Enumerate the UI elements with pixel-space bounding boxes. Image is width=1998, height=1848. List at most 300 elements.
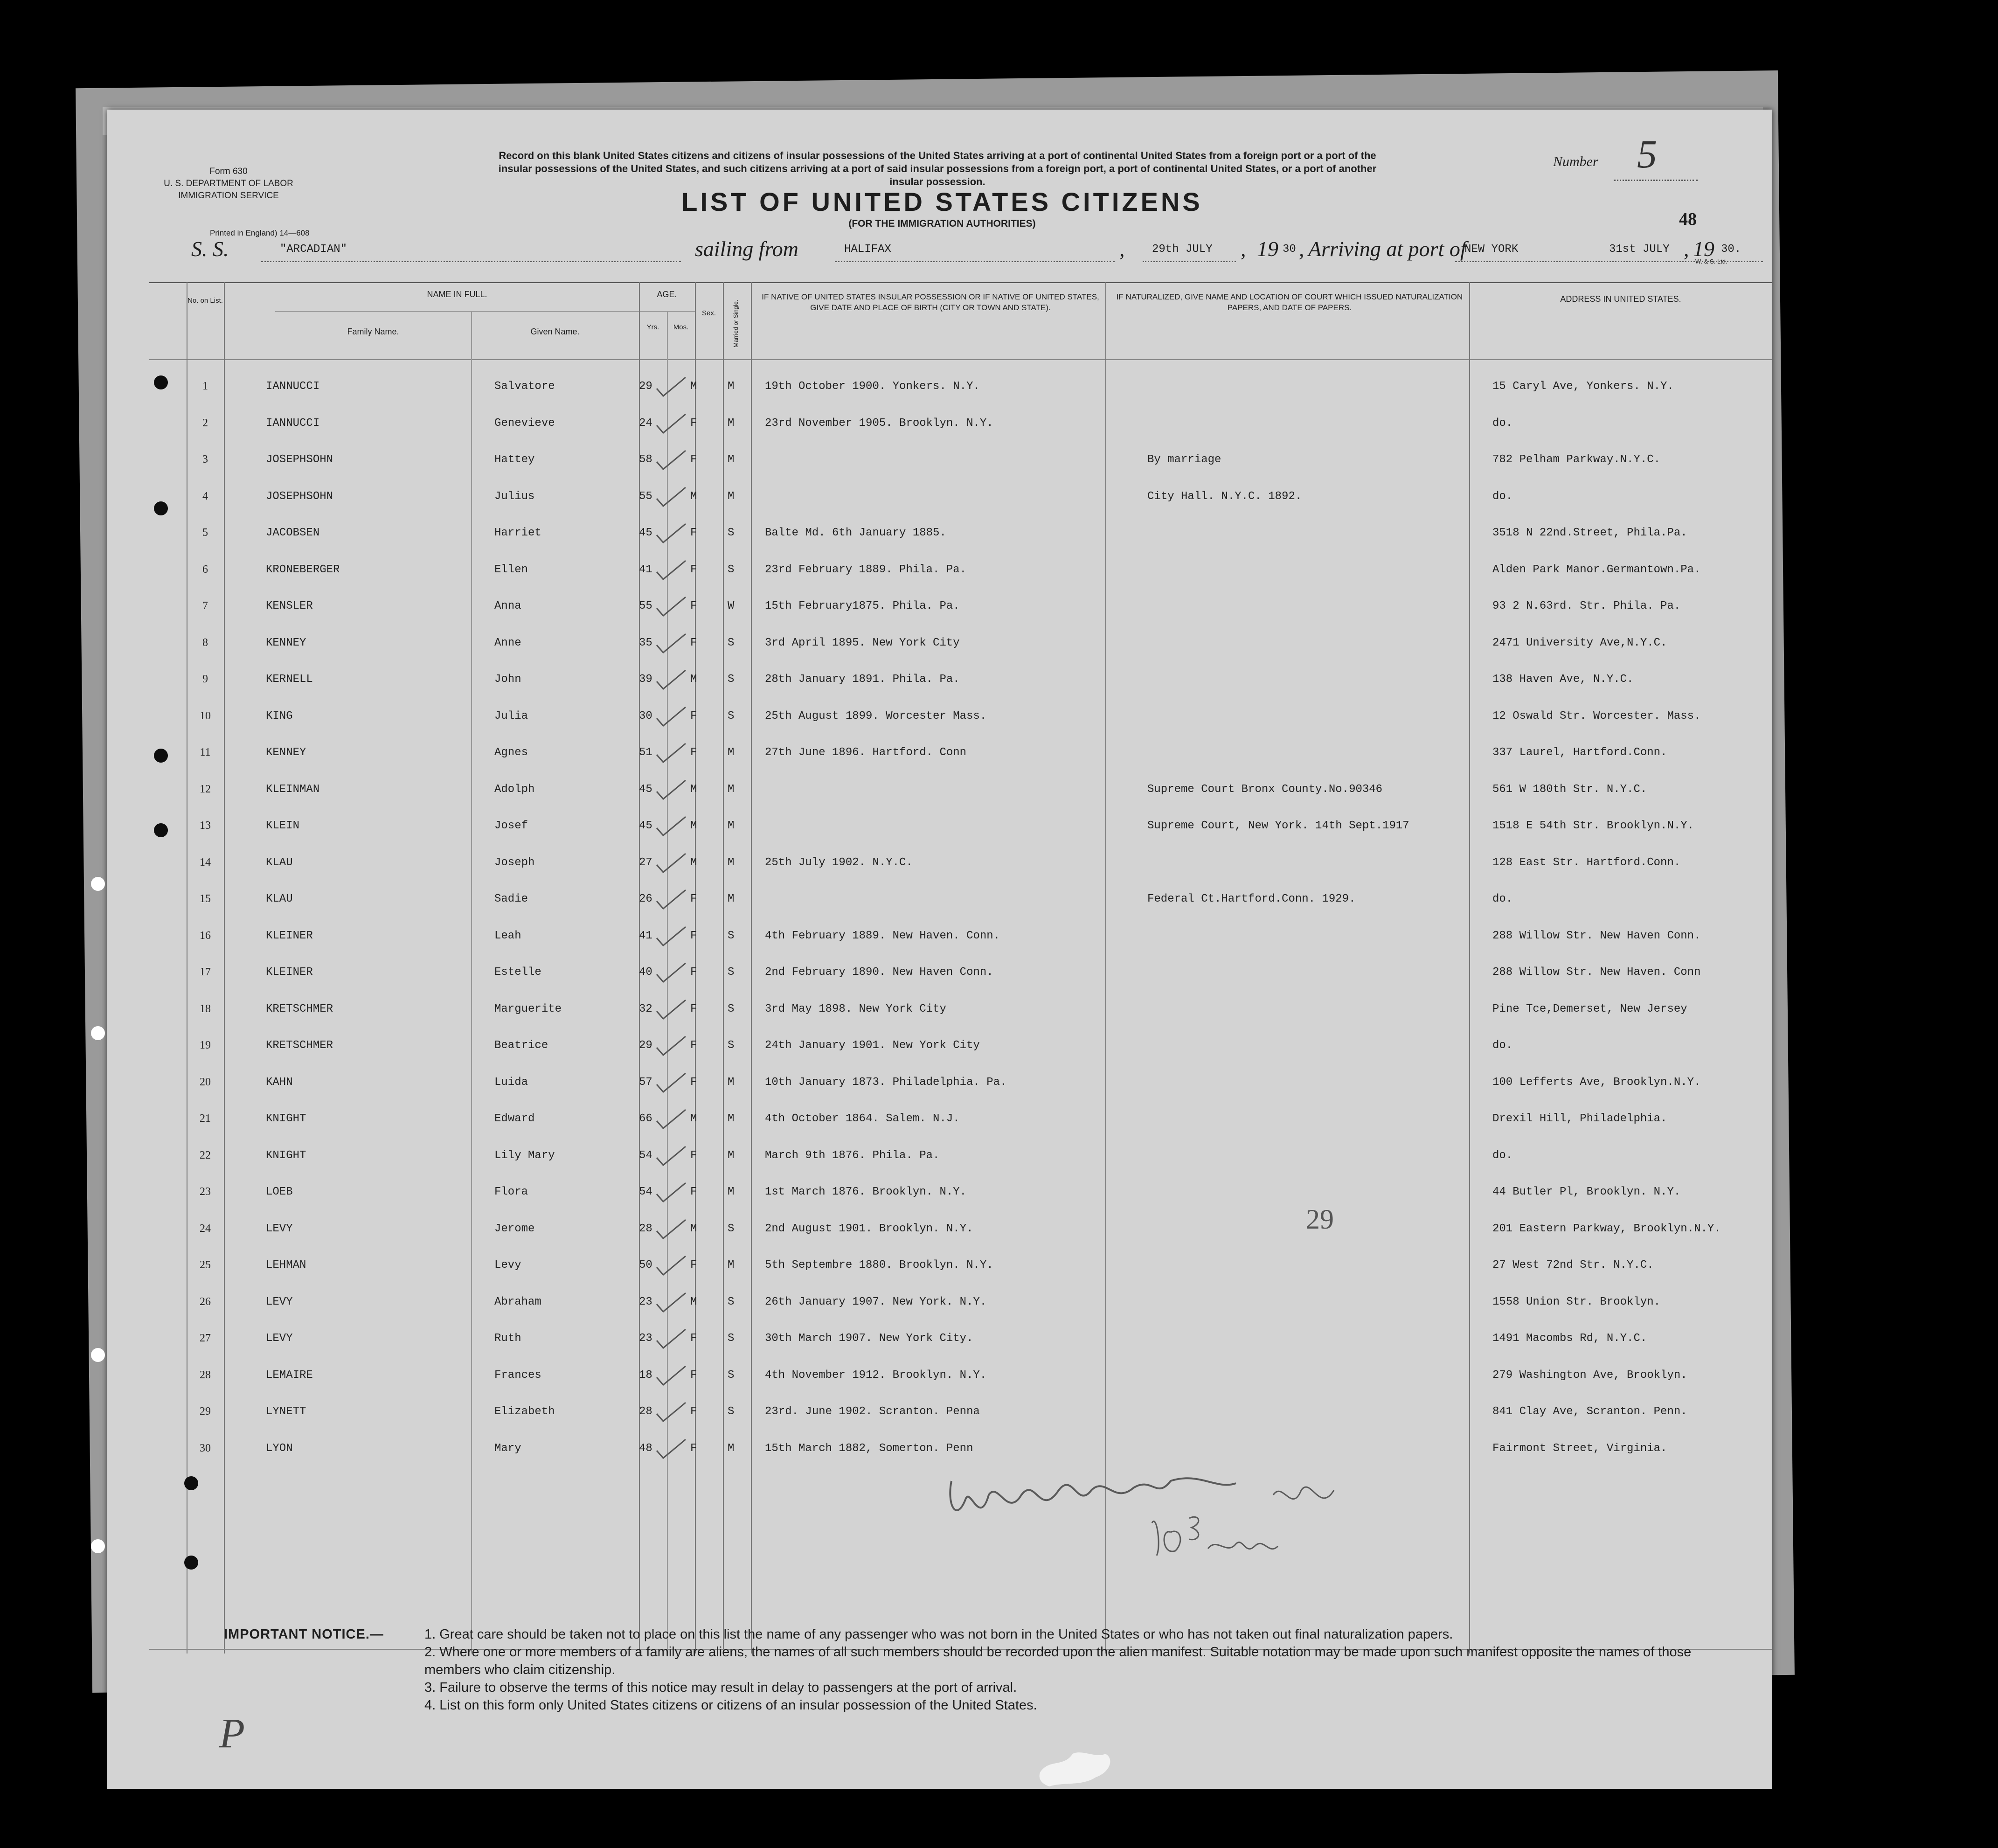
birth-info: Balte Md. 6th January 1885. [765, 527, 946, 539]
row-number: 27 [200, 1332, 211, 1344]
age-years: 30 [639, 709, 652, 723]
marital-status: M [728, 453, 735, 466]
us-address: Alden Park Manor.Germantown.Pa. [1492, 563, 1701, 576]
table-row [149, 1323, 1772, 1359]
given-name: Anne [494, 636, 521, 649]
check-mark-icon [653, 961, 690, 985]
table-row [149, 701, 1772, 737]
age-years: 24 [639, 417, 652, 430]
age-years: 28 [639, 1222, 652, 1235]
family-name: LEMAIRE [266, 1369, 313, 1382]
birth-info: 26th January 1907. New York. N.Y. [765, 1295, 987, 1308]
sex: F [690, 893, 697, 905]
sex: M [690, 856, 697, 869]
family-name: KLAU [266, 856, 293, 869]
punch-hole [154, 501, 168, 515]
check-mark-icon [653, 1364, 690, 1388]
service: IMMIGRATION SERVICE [178, 191, 279, 201]
arrive-date: 31st JULY [1609, 243, 1670, 256]
age-years: 28 [639, 1405, 652, 1418]
row-number: 4 [202, 490, 208, 502]
depart-underline [1143, 261, 1236, 262]
marital-status: S [728, 563, 735, 576]
check-mark-icon [653, 1181, 690, 1204]
table-row [149, 1396, 1772, 1432]
age-years: 51 [639, 746, 652, 759]
table-row [149, 1286, 1772, 1323]
check-mark-icon [653, 412, 690, 436]
age-years: 40 [639, 966, 652, 979]
col-header-no: No. on List. [187, 297, 223, 305]
sailing-label: sailing from [695, 237, 798, 261]
family-name: KLEINER [266, 966, 313, 979]
marital-status: M [728, 820, 735, 832]
sex: F [690, 636, 697, 649]
table-row [149, 664, 1772, 700]
check-mark-icon [653, 449, 690, 472]
us-address: 15 Caryl Ave, Yonkers. N.Y. [1492, 380, 1674, 393]
col-header-sex: Sex. [701, 309, 716, 317]
row-number: 22 [200, 1149, 211, 1161]
row-number: 20 [200, 1076, 211, 1088]
notice-item: 4. List on this form only United States citizens or citizens of an insular possession of the United States. [424, 1698, 1037, 1713]
us-address: 12 Oswald Str. Worcester. Mass. [1492, 709, 1701, 723]
row-number: 17 [200, 966, 211, 978]
family-name: IANNUCCI [266, 380, 320, 393]
given-name: Genevieve [494, 417, 555, 430]
age-years: 29 [639, 1039, 652, 1052]
punch-hole [184, 1556, 198, 1570]
birth-info: 3rd May 1898. New York City [765, 1002, 946, 1015]
naturalization-info: City Hall. N.Y.C. 1892. [1147, 490, 1302, 503]
punch-hole [154, 823, 168, 837]
row-number: 19 [200, 1039, 211, 1051]
notice-label: IMPORTANT NOTICE.— [224, 1627, 384, 1642]
sex: F [690, 417, 697, 430]
sex: M [690, 1112, 697, 1125]
age-years: 57 [639, 1076, 652, 1089]
birth-info: 1st March 1876. Brooklyn. N.Y. [765, 1186, 967, 1198]
us-address: 1518 E 54th Str. Brooklyn.N.Y. [1492, 820, 1694, 832]
table-row [149, 1140, 1772, 1176]
manifest-page [107, 110, 1772, 1789]
sex: F [690, 966, 697, 979]
ss-label: S. S. [191, 237, 229, 261]
us-address: 44 Butler Pl, Brooklyn. N.Y. [1492, 1186, 1681, 1198]
check-mark-icon [653, 522, 690, 545]
port-from-underline [835, 261, 1115, 262]
given-name: Leah [494, 929, 521, 942]
given-name: Anna [494, 600, 521, 612]
us-address: do. [1492, 417, 1513, 430]
page-title: LIST OF UNITED STATES CITIZENS [681, 187, 1203, 216]
sex: F [690, 746, 697, 759]
marital-status: M [728, 417, 735, 430]
check-mark-icon [653, 888, 690, 911]
family-name: KRETSCHMER [266, 1002, 333, 1015]
family-name: KNIGHT [266, 1149, 306, 1162]
family-name: LEVY [266, 1295, 293, 1308]
row-number: 24 [200, 1222, 211, 1235]
family-name: LYON [266, 1442, 293, 1455]
sex: F [690, 1039, 697, 1052]
row-number: 2 [202, 417, 208, 429]
port-from: HALIFAX [844, 243, 891, 256]
marital-status: M [728, 856, 735, 869]
sex: F [690, 709, 697, 723]
row-number: 3 [202, 453, 208, 465]
us-address: do. [1492, 893, 1513, 905]
birth-info: March 9th 1876. Phila. Pa. [765, 1149, 940, 1162]
sex: F [690, 1259, 697, 1271]
number-label: Number [1553, 154, 1598, 169]
birth-info: 23rd November 1905. Brooklyn. N.Y. [765, 417, 993, 430]
given-name: Josef [494, 820, 528, 832]
given-name: Mary [494, 1442, 521, 1455]
us-address: 138 Haven Ave, N.Y.C. [1492, 673, 1634, 686]
given-name: Luida [494, 1076, 528, 1089]
paper-tear [1035, 1744, 1119, 1791]
age-years: 50 [639, 1259, 652, 1271]
birth-info: 23rd. June 1902. Scranton. Penna [765, 1405, 980, 1418]
us-address: 93 2 N.63rd. Str. Phila. Pa. [1492, 600, 1681, 612]
age-years: 18 [639, 1369, 652, 1382]
age-years: 45 [639, 783, 652, 796]
table-row [149, 847, 1772, 883]
printer-mark: W. & S. Ltd. [1695, 258, 1727, 265]
marital-status: S [728, 1039, 735, 1052]
us-address: 3518 N 22nd.Street, Phila.Pa. [1492, 527, 1687, 539]
sex: M [690, 783, 697, 796]
given-name: Sadie [494, 893, 528, 905]
given-name: Ruth [494, 1332, 521, 1345]
port-to-underline [1455, 261, 1763, 262]
col-header-name: NAME IN FULL. [427, 290, 487, 299]
family-name: KENNEY [266, 636, 306, 649]
birth-info: 4th February 1889. New Haven. Conn. [765, 929, 1000, 942]
check-mark-icon [653, 1438, 690, 1461]
family-name: KENNEY [266, 746, 306, 759]
check-mark-icon [653, 925, 690, 948]
given-name: Hattey [494, 453, 535, 466]
binder-hole [91, 1539, 105, 1553]
check-mark-icon [653, 1035, 690, 1058]
family-name: JOSEPHSOHN [266, 490, 333, 503]
given-name: Lily Mary [494, 1149, 555, 1162]
row-number: 21 [200, 1112, 211, 1125]
voyage-line: S. S. "ARCADIAN" sailing from HALIFAX , 29th JULY , 19 30 , Arriving at port of NEW YORK 31st JULY , 19 30. [191, 236, 1772, 269]
age-years: 29 [639, 380, 652, 393]
row-number: 29 [200, 1405, 211, 1417]
sex: F [690, 1442, 697, 1455]
row-number: 18 [200, 1002, 211, 1015]
us-address: 1558 Union Str. Brooklyn. [1492, 1295, 1661, 1308]
birth-info: 28th January 1891. Phila. Pa. [765, 673, 960, 686]
birth-info: 4th October 1864. Salem. N.J. [765, 1112, 960, 1125]
ship-name: "ARCADIAN" [280, 243, 347, 256]
marital-status: M [728, 1442, 735, 1455]
row-number: 30 [200, 1442, 211, 1454]
marital-status: M [728, 490, 735, 503]
form-info [126, 166, 331, 202]
page-code: 48 [1679, 209, 1697, 229]
given-name: Julius [494, 490, 535, 503]
age-years: 35 [639, 636, 652, 649]
check-mark-icon [653, 668, 690, 692]
age-years: 23 [639, 1295, 652, 1308]
row-number: 26 [200, 1295, 211, 1308]
marital-status: M [728, 783, 735, 796]
check-mark-icon [653, 1401, 690, 1424]
binder-hole [91, 1348, 105, 1362]
row-number: 16 [200, 929, 211, 942]
age-years: 27 [639, 856, 652, 869]
marital-status: S [728, 1295, 735, 1308]
us-address: Drexil Hill, Philadelphia. [1492, 1112, 1667, 1125]
birth-info: 24th January 1901. New York City [765, 1039, 980, 1052]
given-name: Edward [494, 1112, 535, 1125]
us-address: 279 Washington Ave, Brooklyn. [1492, 1369, 1687, 1382]
table-row [149, 920, 1772, 957]
sex: F [690, 600, 697, 612]
marital-status: S [728, 1405, 735, 1418]
punch-hole [154, 375, 168, 389]
family-name: LOEB [266, 1186, 293, 1198]
given-name: Joseph [494, 856, 535, 869]
row-number: 10 [200, 709, 211, 722]
age-years: 41 [639, 929, 652, 942]
table-row [149, 1213, 1772, 1250]
row-number: 1 [202, 380, 208, 392]
birth-info: 25th August 1899. Worcester Mass. [765, 709, 987, 723]
check-mark-icon [653, 559, 690, 582]
table-row [149, 591, 1772, 627]
header-bottom-border [149, 359, 1772, 360]
check-mark-icon [653, 486, 690, 509]
table-row [149, 1103, 1772, 1139]
age-years: 39 [639, 673, 652, 686]
naturalization-info: Supreme Court, New York. 14th Sept.1917 [1147, 820, 1409, 832]
table-row [149, 517, 1772, 554]
number-underline [1614, 180, 1698, 181]
given-name: Flora [494, 1186, 528, 1198]
family-name: KLEIN [266, 820, 300, 832]
check-mark-icon [653, 1254, 690, 1278]
marital-status: M [728, 893, 735, 905]
marital-status: M [728, 1149, 735, 1162]
us-address: Fairmont Street, Virginia. [1492, 1442, 1667, 1455]
sex: F [690, 1186, 697, 1198]
given-name: Jerome [494, 1222, 535, 1235]
age-years: 54 [639, 1186, 652, 1198]
passenger-table [149, 282, 1772, 1653]
marital-status: S [728, 1369, 735, 1382]
us-address: 2471 University Ave,N.Y.C. [1492, 636, 1667, 649]
table-row [149, 481, 1772, 517]
family-name: LEHMAN [266, 1259, 306, 1271]
marital-status: S [728, 709, 735, 723]
family-name: KRETSCHMER [266, 1039, 333, 1052]
marital-status: W [728, 600, 735, 612]
age-years: 55 [639, 490, 652, 503]
birth-info: 15th February1875. Phila. Pa. [765, 600, 960, 612]
check-mark-icon [653, 815, 690, 838]
birth-info: 2nd February 1890. New Haven Conn. [765, 966, 993, 979]
notice-item: 2. Where one or more members of a family are aliens, the names of all such members should be recorded upon the alien manifest. Suitable notation may be made upon such manifest opposite the names of those members who claim citizenship. [424, 1645, 1692, 1677]
us-address: 561 W 180th Str. N.Y.C. [1492, 783, 1647, 796]
marital-status: S [728, 527, 735, 539]
punch-hole [184, 1476, 198, 1490]
us-address: 100 Lefferts Ave, Brooklyn.N.Y. [1492, 1076, 1701, 1089]
form-number: Form 630 [209, 167, 248, 176]
us-address: do. [1492, 1039, 1513, 1052]
table-top-border [149, 282, 1772, 283]
birth-info: 2nd August 1901. Brooklyn. N.Y. [765, 1222, 973, 1235]
sex: F [690, 1149, 697, 1162]
sex: M [690, 1295, 697, 1308]
given-name: Salvatore [494, 380, 555, 393]
given-name: Frances [494, 1369, 541, 1382]
stamp-number: 29 [1306, 1204, 1334, 1235]
punch-hole [154, 749, 168, 763]
given-name: Marguerite [494, 1002, 562, 1015]
page-subtitle: (FOR THE IMMIGRATION AUTHORITIES) [848, 218, 1036, 229]
age-years: 55 [639, 600, 652, 612]
naturalization-info: Supreme Court Bronx County.No.90346 [1147, 783, 1383, 796]
marital-status: S [728, 1332, 735, 1345]
table-row [149, 737, 1772, 773]
family-name: KLAU [266, 893, 293, 905]
family-name: LEVY [266, 1222, 293, 1235]
depart-year-prefix: 19 [1257, 237, 1278, 261]
birth-info: 23rd February 1889. Phila. Pa. [765, 563, 967, 576]
depart-year-suffix: 30 [1283, 243, 1296, 256]
col-header-mos: Mos. [673, 323, 689, 331]
notice-item: 1. Great care should be taken not to place on this list the name of any passenger who was not born in the United States or who has not taken out final naturalization papers. [424, 1627, 1453, 1642]
check-mark-icon [653, 742, 690, 765]
age-years: 23 [639, 1332, 652, 1345]
given-name: Abraham [494, 1295, 541, 1308]
marital-status: S [728, 1002, 735, 1015]
us-address: Pine Tce,Demerset, New Jersey [1492, 1002, 1687, 1015]
col-header-age: AGE. [657, 290, 677, 299]
intro-text: Record on this blank United States citizens and citizens of insular possessions of the United States arriving at a port of continental United States from a foreign port or a port of the insular possessions of the United States, and such citizens arriving at a port of said insular possessions from a foreign port, a port of continental United States, or a port of another insular possession. [498, 150, 1377, 188]
sex: F [690, 527, 697, 539]
check-mark-icon [653, 778, 690, 802]
birth-info: 10th January 1873. Philadelphia. Pa. [765, 1076, 1007, 1089]
marital-status: M [728, 380, 735, 393]
arrive-year-prefix: 19 [1693, 237, 1714, 261]
sex: F [690, 1002, 697, 1015]
ship-underline [261, 261, 681, 262]
row-number: 25 [200, 1259, 211, 1271]
given-name: Estelle [494, 966, 541, 979]
marital-status: M [728, 1259, 735, 1271]
name-subheader-rule [275, 311, 639, 312]
sex: F [690, 563, 697, 576]
family-name: JOSEPHSOHN [266, 453, 333, 466]
row-number: 13 [200, 820, 211, 832]
marital-status: S [728, 966, 735, 979]
arriving-label: Arriving at port of [1308, 237, 1466, 261]
check-mark-icon [653, 1071, 690, 1095]
us-address: do. [1492, 490, 1513, 503]
us-address: 782 Pelham Parkway.N.Y.C. [1492, 453, 1661, 466]
check-mark-icon [653, 375, 690, 399]
given-name: Elizabeth [494, 1405, 555, 1418]
table-row [149, 774, 1772, 810]
table-row [149, 444, 1772, 480]
table-row [149, 554, 1772, 591]
sex: M [690, 1222, 697, 1235]
marital-status: S [728, 929, 735, 942]
row-number: 7 [202, 600, 208, 612]
us-address: do. [1492, 1149, 1513, 1162]
check-mark-icon [653, 632, 690, 655]
naturalization-info: Federal Ct.Hartford.Conn. 1929. [1147, 893, 1356, 905]
given-name: Ellen [494, 563, 528, 576]
family-name: KENSLER [266, 600, 313, 612]
age-years: 58 [639, 453, 652, 466]
arrive-year-suffix: 30. [1721, 243, 1741, 256]
naturalization-info: By marriage [1147, 453, 1221, 466]
table-row [149, 1360, 1772, 1396]
family-name: KING [266, 709, 293, 723]
row-number: 12 [200, 783, 211, 795]
age-years: 45 [639, 820, 652, 832]
us-address: 288 Willow Str. New Haven Conn. [1492, 929, 1701, 942]
us-address: 27 West 72nd Str. N.Y.C. [1492, 1259, 1654, 1271]
family-name: JACOBSEN [266, 527, 320, 539]
marital-status: M [728, 1112, 735, 1125]
col-header-yrs: Yrs. [646, 323, 659, 331]
notice-item: 3. Failure to observe the terms of this notice may result in delay to passengers at the port of arrival. [424, 1680, 1017, 1695]
us-address: 337 Laurel, Hartford.Conn. [1492, 746, 1667, 759]
binder-hole [91, 877, 105, 891]
age-years: 32 [639, 1002, 652, 1015]
given-name: Harriet [494, 527, 541, 539]
depart-date: 29th JULY [1152, 243, 1213, 256]
marital-status: M [728, 746, 735, 759]
given-name: Levy [494, 1259, 521, 1271]
birth-info: 30th March 1907. New York City. [765, 1332, 973, 1345]
birth-info: 27th June 1896. Hartford. Conn [765, 746, 967, 759]
check-mark-icon [653, 705, 690, 729]
birth-info: 25th July 1902. N.Y.C. [765, 856, 913, 869]
row-number: 6 [202, 563, 208, 576]
check-mark-icon [653, 1218, 690, 1241]
us-address: 841 Clay Ave, Scranton. Penn. [1492, 1405, 1687, 1418]
family-name: KERNELL [266, 673, 313, 686]
check-mark-icon [653, 1327, 690, 1351]
family-name: LEVY [266, 1332, 293, 1345]
family-name: KRONEBERGER [266, 563, 340, 576]
sex: F [690, 453, 697, 466]
marital-status: M [728, 1186, 735, 1198]
sex: F [690, 1076, 697, 1089]
handwritten-p: P [219, 1710, 245, 1757]
us-address: 128 East Str. Hartford.Conn. [1492, 856, 1681, 869]
birth-info: 4th November 1912. Brooklyn. N.Y. [765, 1369, 987, 1382]
us-address: 201 Eastern Parkway, Brooklyn.N.Y. [1492, 1222, 1721, 1235]
table-row [149, 371, 1772, 407]
row-number: 11 [200, 746, 211, 758]
sex: F [690, 1369, 697, 1382]
family-name: KLEINMAN [266, 783, 320, 796]
check-mark-icon [653, 1145, 690, 1168]
row-number: 8 [202, 636, 208, 649]
row-number: 23 [200, 1186, 211, 1198]
